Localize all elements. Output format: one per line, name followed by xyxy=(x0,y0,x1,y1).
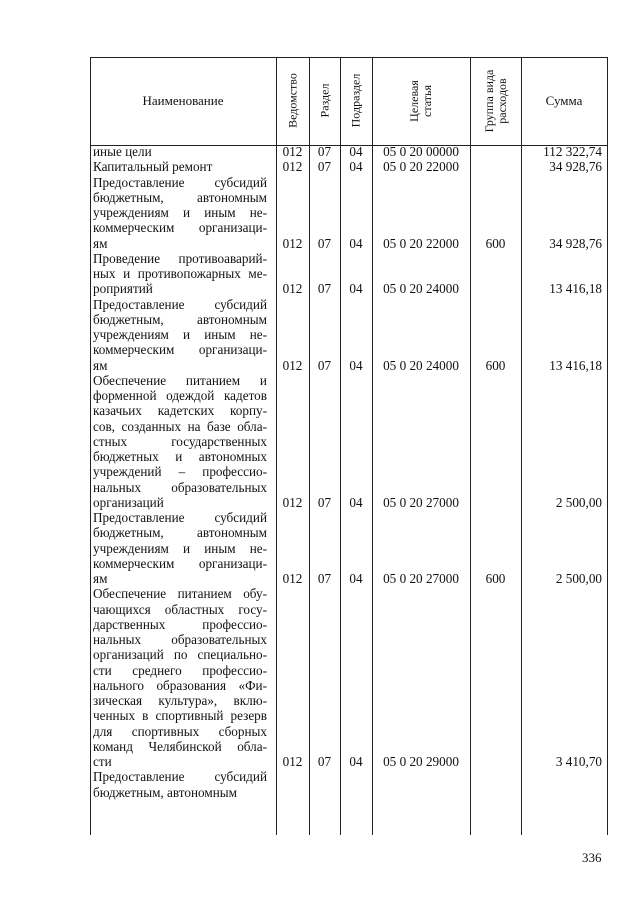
row-name-line: Предоставление субсидий xyxy=(93,510,267,525)
row-name-line: для спортивных сборных xyxy=(93,723,267,739)
row-name-line: бюджетным, автономным xyxy=(93,189,267,205)
row-name-line: учреждениям и иным не- xyxy=(93,540,267,556)
row-department: 012 xyxy=(282,494,303,510)
row-name xyxy=(93,373,267,510)
row-department: 012 xyxy=(282,159,303,175)
header-expense-group xyxy=(483,51,509,151)
header-department: Ведомство xyxy=(285,73,300,128)
row-name-line: зическая культура», вклю- xyxy=(93,693,267,708)
row-subsection: 04 xyxy=(349,357,363,373)
divider-group xyxy=(470,57,471,835)
row-name-line: коммерческим организаци- xyxy=(93,555,267,571)
row-name-line: сов, созданных на базе обла- xyxy=(93,418,267,434)
row-name-line: организаций по специально- xyxy=(93,647,267,663)
row-name-line: Предоставление субсидий xyxy=(93,296,267,312)
row-name xyxy=(93,144,267,159)
row-section: 07 xyxy=(317,281,332,297)
row-name-line: команд Челябинской обла- xyxy=(93,738,267,754)
row-section: 07 xyxy=(317,159,332,175)
header-subsection: Подраздел xyxy=(348,73,363,128)
row-name-line: ченных в спортивный резерв xyxy=(93,708,267,724)
row-name-line: ям xyxy=(93,235,108,251)
row-subsection: 04 xyxy=(349,235,363,251)
row-section: 07 xyxy=(317,235,332,251)
row-name-line: Обеспечение питанием и xyxy=(93,372,267,388)
row-name xyxy=(93,175,267,251)
row-sum: 112 322,74 xyxy=(543,144,602,159)
row-subsection: 04 xyxy=(349,159,363,175)
row-target-article: 05 0 20 24000 xyxy=(383,281,459,297)
row-target-article: 05 0 20 27000 xyxy=(383,494,459,510)
header-expense-group-line2: расходов xyxy=(495,78,509,124)
row-sum: 34 928,76 xyxy=(549,159,602,175)
row-expense-group: 600 xyxy=(485,571,506,586)
row-section: 07 xyxy=(317,144,332,159)
row-target-article: 05 0 20 00000 xyxy=(383,144,459,159)
row-name-line: учреждениям и иным не- xyxy=(93,327,267,342)
row-subsection: 04 xyxy=(349,494,363,510)
row-section: 07 xyxy=(317,357,332,373)
row-expense-group: 600 xyxy=(485,357,506,373)
row-name-line: стных государственных xyxy=(93,433,267,449)
row-subsection: 04 xyxy=(349,144,363,159)
row-subsection: 04 xyxy=(349,754,363,769)
header-target-article-line1: Целевая xyxy=(407,80,421,122)
row-name-line: коммерческим организаци- xyxy=(93,342,267,358)
row-name-line: нального образования «Фи- xyxy=(93,677,267,693)
header-sum: Сумма xyxy=(545,93,583,108)
page-number: 336 xyxy=(582,850,602,865)
row-name-line: сти xyxy=(93,754,112,769)
row-section: 07 xyxy=(317,571,332,586)
row-name-line: бюджетным, автономным xyxy=(93,525,267,541)
row-name-line: иные цели xyxy=(93,144,152,159)
header-expense-group-line1: Группа вида xyxy=(482,69,496,133)
row-name xyxy=(93,586,267,769)
left-border xyxy=(90,57,91,835)
row-name-line: ных и противопожарных ме- xyxy=(93,266,267,281)
row-department: 012 xyxy=(282,571,303,586)
row-name-line: ям xyxy=(93,357,108,373)
header-target-article-line2: статья xyxy=(420,85,434,117)
header-name: Наименование xyxy=(142,93,224,108)
row-name-line: организаций xyxy=(93,494,164,510)
row-name-line: Предоставление субсидий xyxy=(93,174,267,190)
row-name xyxy=(93,297,267,373)
row-name-line: Обеспечение питанием обу- xyxy=(93,586,267,602)
row-expense-group: 600 xyxy=(485,235,506,251)
row-name-line: нальных образовательных xyxy=(93,479,267,495)
row-name-line: Капитальный ремонт xyxy=(93,159,213,175)
row-sum: 3 410,70 xyxy=(555,754,602,769)
row-target-article: 05 0 20 22000 xyxy=(383,235,459,251)
row-name-line: Предоставление субсидий xyxy=(93,769,267,785)
row-name xyxy=(93,159,267,174)
row-section: 07 xyxy=(317,754,332,769)
row-name-line: бюджетным, автономным xyxy=(93,311,267,327)
row-section: 07 xyxy=(317,494,332,510)
row-name-line: сти среднего профессио- xyxy=(93,662,267,678)
row-target-article: 05 0 20 22000 xyxy=(383,159,459,175)
row-sum: 34 928,76 xyxy=(549,235,602,251)
row-target-article: 05 0 20 29000 xyxy=(383,754,459,769)
row-name-line: бюджетных и автономных xyxy=(93,449,267,464)
row-name xyxy=(93,769,267,800)
row-name-line: чающихся областных госу- xyxy=(93,601,267,617)
row-department: 012 xyxy=(282,357,303,373)
row-name-line: нальных образовательных xyxy=(93,632,267,647)
header-target-article xyxy=(408,51,434,151)
row-subsection: 04 xyxy=(349,281,363,297)
row-sum: 13 416,18 xyxy=(549,281,602,297)
row-department: 012 xyxy=(282,144,303,159)
row-name-line: бюджетным, автономным xyxy=(93,784,237,800)
row-department: 012 xyxy=(282,235,303,251)
row-name-line: дарственных профессио- xyxy=(93,616,267,632)
row-target-article: 05 0 20 27000 xyxy=(383,571,459,586)
header-section: Раздел xyxy=(317,83,332,118)
row-target-article: 05 0 20 24000 xyxy=(383,357,459,373)
row-department: 012 xyxy=(282,754,303,769)
row-name-line: учреждениям и иным не- xyxy=(93,205,267,220)
row-name-line: учреждений – профессио- xyxy=(93,464,267,480)
row-name xyxy=(93,251,267,297)
row-name-line: казачьих кадетских корпу- xyxy=(93,403,267,419)
row-sum: 2 500,00 xyxy=(555,571,602,586)
row-subsection: 04 xyxy=(349,571,363,586)
row-name-line: ям xyxy=(93,571,108,586)
right-border xyxy=(607,57,608,835)
row-name-line: коммерческим организаци- xyxy=(93,220,267,236)
row-sum: 13 416,18 xyxy=(549,357,602,373)
row-name-line: Проведение противоаварий- xyxy=(93,250,267,266)
row-name-line: роприятий xyxy=(93,281,153,297)
row-department: 012 xyxy=(282,281,303,297)
row-name-line: форменной одеждой кадетов xyxy=(93,388,267,403)
row-sum: 2 500,00 xyxy=(555,494,602,510)
row-name xyxy=(93,510,267,586)
